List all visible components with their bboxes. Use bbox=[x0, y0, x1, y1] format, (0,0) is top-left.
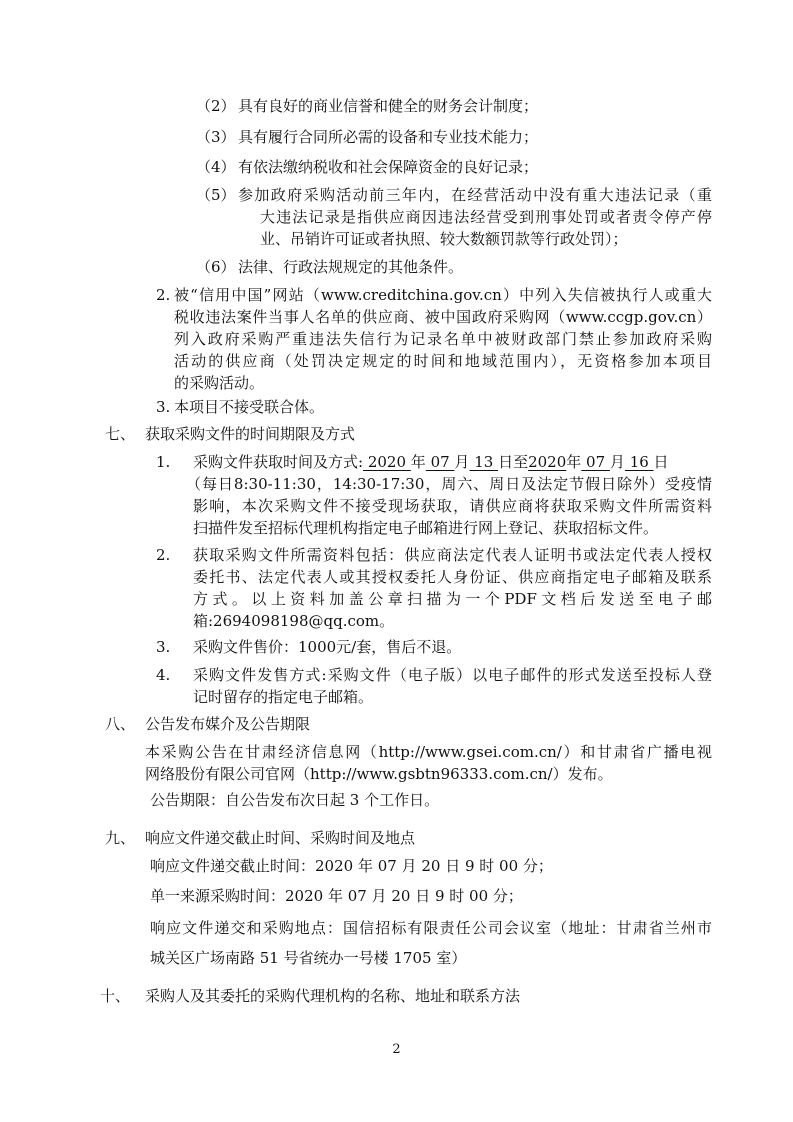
section-title: 获取采购文件的时间期限及方式 bbox=[145, 425, 356, 443]
paragraph-text: 本采购公告在甘肃经济信息网（http://www.gsei.com.cn/）和甘肃省广播电视 bbox=[145, 743, 712, 761]
requirement-text: 大违法记录是指供应商因违法经营受到刑事处罚或者责令停产停 bbox=[260, 208, 712, 226]
paragraph-text: 委托书、法定代表人或其授权委托人身份证、供应商指定电子邮箱及联系 bbox=[193, 568, 712, 586]
section-number: 七、 bbox=[105, 425, 136, 443]
item-number: （3） bbox=[196, 128, 236, 146]
section-number: 九、 bbox=[105, 829, 136, 847]
item-number: （4） bbox=[196, 158, 236, 176]
section-title: 采购人及其委托的采购代理机构的名称、地址和联系方法 bbox=[145, 987, 521, 1005]
paragraph-number: 2. bbox=[156, 286, 171, 304]
section-number: 十、 bbox=[100, 987, 131, 1005]
acquisition-time-line: 采购文件获取时间及方式: 2020 年 07 月 13 日至2020年 07 月 16 日 bbox=[193, 453, 669, 471]
requirement-text: 具有良好的商业信誉和健全的财务会计制度； bbox=[238, 97, 539, 115]
announcement-period: 公告期限：自公告发布次日起 3 个工作日。 bbox=[150, 791, 440, 809]
paragraph-text: 税收违法案件当事人名单的供应商、被中国政府采购网（www.ccgp.gov.cn） bbox=[174, 308, 712, 326]
item-number: 4. bbox=[156, 666, 171, 684]
paragraph-text: 列入政府采购严重违法失信行为记录名单中被财政部门禁止参加政府采购 bbox=[174, 330, 712, 348]
page-number: 2 bbox=[392, 1042, 401, 1057]
paragraph-text: 网络股份有限公司官网（http://www.gsbtn96333.com.cn/）发布。 bbox=[145, 765, 613, 783]
paragraph-text: 箱:2694098198@qq.com。 bbox=[193, 612, 395, 630]
paragraph-text: （每日8:30-11:30，14:30-17:30，周六、周日及法定节假日除外）受疫情 bbox=[186, 475, 712, 493]
item-number: 2. bbox=[156, 546, 171, 564]
paragraph-text: 采购文件发售方式:采购文件（电子版）以电子邮件的形式发送至投标人登 bbox=[193, 666, 712, 684]
paragraph-text: 扫描件发至招标代理机构指定电子邮箱进行网上登记、获取招标文件。 bbox=[193, 519, 659, 537]
paragraph-text: 获取采购文件所需资料包括：供应商法定代表人证明书或法定代表人授权 bbox=[193, 546, 712, 564]
item-number: 3. bbox=[156, 638, 171, 656]
section-number: 八、 bbox=[105, 715, 136, 733]
item-number: （6） bbox=[196, 258, 236, 276]
paragraph-number: 3. bbox=[156, 398, 171, 416]
procurement-place: 响应文件递交和采购地点：国信招标有限责任公司会议室（地址：甘肃省兰州市 bbox=[150, 919, 712, 937]
section-title: 响应文件递交截止时间、采购时间及地点 bbox=[145, 829, 416, 847]
requirement-text: 具有履行合同所必需的设备和专业技术能力； bbox=[238, 128, 539, 146]
paragraph-text: 影响，本次采购文件不接受现场获取，请供应商将获取采购文件所需资料 bbox=[193, 497, 712, 515]
paragraph-text: 记时留存的指定电子邮箱。 bbox=[193, 688, 374, 706]
requirement-text: 有依法缴纳税收和社会保障资金的良好记录； bbox=[238, 158, 539, 176]
paragraph-text: 方式。以上资料加盖公章扫描为一个PDF文档后发送至电子邮 bbox=[193, 590, 712, 608]
requirement-text: 参加政府采购活动前三年内，在经营活动中没有重大违法记录（重 bbox=[238, 186, 712, 204]
procurement-time: 单一来源采购时间：2020 年 07 月 20 日 9 时 00 分； bbox=[150, 887, 523, 905]
paragraph-text: 本项目不接受联合体。 bbox=[174, 398, 325, 416]
paragraph-text: 采购文件售价：1000元/套，售后不退。 bbox=[193, 638, 462, 656]
item-number: （2） bbox=[196, 97, 236, 115]
requirement-text: 业、吊销许可证或者执照、较大数额罚款等行政处罚）； bbox=[260, 230, 628, 248]
submission-deadline: 响应文件递交截止时间：2020 年 07 月 20 日 9 时 00 分； bbox=[150, 857, 553, 875]
paragraph-text: 的采购活动。 bbox=[174, 374, 265, 392]
section-title: 公告发布媒介及公告期限 bbox=[145, 715, 311, 733]
paragraph-text: 活动的供应商（处罚决定规定的时间和地域范围内），无资格参加本项目 bbox=[174, 352, 712, 370]
paragraph-text: 被“信用中国”网站（www.creditchina.gov.cn）中列入失信被执行人或重大 bbox=[174, 286, 712, 304]
item-number: （5） bbox=[196, 186, 236, 204]
procurement-place: 城关区广场南路 51 号省统办一号楼 1705 室） bbox=[150, 949, 467, 967]
item-number: 1. bbox=[156, 453, 171, 471]
requirement-text: 法律、行政法规规定的其他条件。 bbox=[238, 258, 464, 276]
